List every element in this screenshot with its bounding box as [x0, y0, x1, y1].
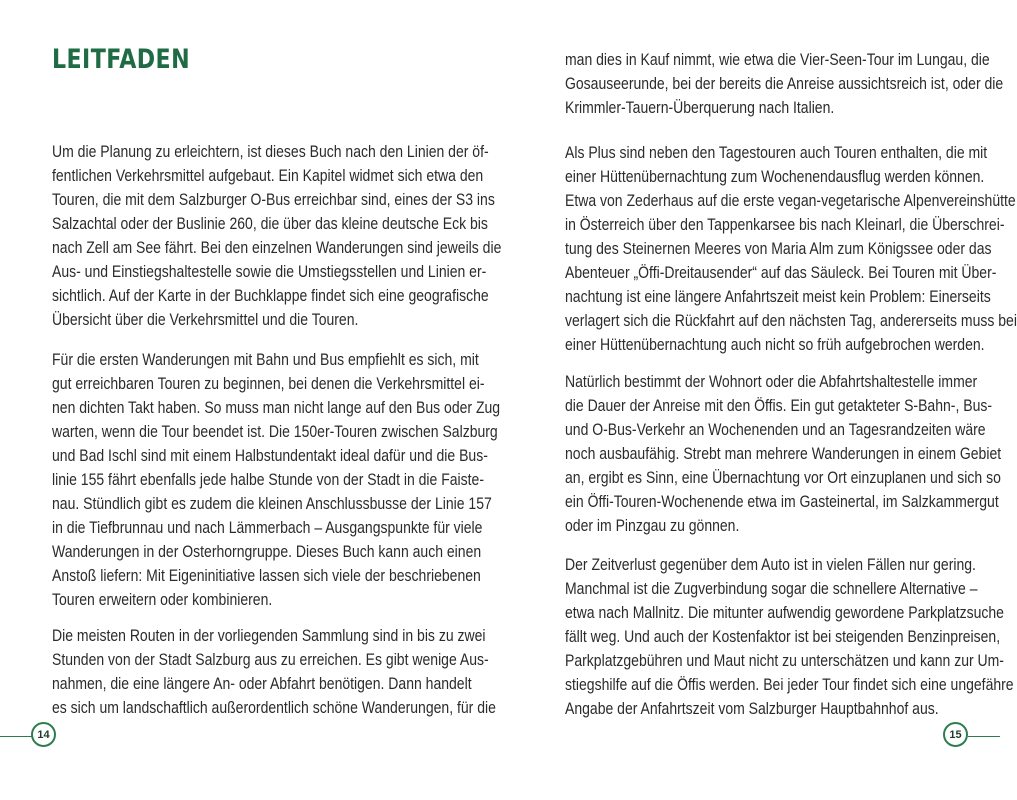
text-line: stiegshilfe auf die Öffis werden. Bei jeder Tour findet sich eine ungefähre	[565, 676, 1014, 694]
chapter-title: LEITFADEN	[52, 44, 191, 75]
text-line: Gosauseerunde, bei der bereits die Anreise aussichtsreich ist, oder die	[565, 75, 1004, 93]
folio-rule	[0, 736, 32, 737]
text-line: es sich um landschaftlich außerordentlich schöne Wanderungen, für die	[52, 699, 496, 717]
text-line: Für die ersten Wanderungen mit Bahn und Bus empfiehlt es sich, mit	[52, 351, 479, 369]
text-line: ein Öffi-Touren-Wochenende etwa im Gasteinertal, im Salzkammergut	[565, 493, 999, 511]
text-line: Die meisten Routen in der vorliegenden Sammlung sind in bis zu zwei	[52, 627, 486, 645]
text-line: fentlichen Verkehrsmittel aufgebaut. Ein Kapitel widmet sich etwa den	[52, 167, 484, 185]
text-line: noch ausbaufähig. Strebt man mehrere Wanderungen in einem Gebiet	[565, 445, 1002, 463]
text-line: nach Zell am See fährt. Bei den einzelnen Wanderungen sind jeweils die	[52, 239, 502, 257]
text-line: gut erreichbaren Touren zu beginnen, bei denen die Verkehrsmittel ei-	[52, 375, 485, 393]
text-line: in Österreich über den Tappenkarsee bis nach Kleinarl, die Überschrei-	[565, 216, 1005, 234]
text-line: Natürlich bestimmt der Wohnort oder die Abfahrtshaltestelle immer	[565, 373, 978, 391]
text-line: etwa nach Mallnitz. Die mitunter aufwendig gewordene Parkplatzsuche	[565, 604, 1004, 622]
left-page	[0, 0, 500, 800]
text-line: Etwa von Zederhaus auf die erste vegan-vegetarische Alpenvereinshütte	[565, 192, 1016, 210]
paragraph	[565, 141, 1017, 357]
text-line: Angabe der Anfahrtszeit vom Salzburger Hauptbahnhof aus.	[565, 700, 939, 718]
text-line: sichtlich. Auf der Karte in der Buchklappe findet sich eine geografische	[52, 287, 489, 305]
right-page	[500, 0, 1017, 800]
text-line: Abenteuer „Öffi-Dreitausender“ auf das Säuleck. Bei Touren mit Über-	[565, 264, 997, 282]
text-line: Als Plus sind neben den Tagestouren auch Touren enthalten, die mit	[565, 144, 988, 162]
page-number-right: 15	[943, 722, 968, 747]
text-line: Stunden von der Stadt Salzburg aus zu erreichen. Es gibt wenige Aus-	[52, 651, 489, 669]
text-line: an, ergibt es Sinn, eine Übernachtung vor Ort einzuplanen und sich so	[565, 469, 1001, 487]
paragraph	[565, 370, 1002, 538]
text-line: Parkplatzgebühren und Maut nicht zu unterschätzen und kann zur Um-	[565, 652, 1004, 670]
text-line: Der Zeitverlust gegenüber dem Auto ist in vielen Fällen nur gering.	[565, 556, 976, 574]
text-line: nachtung ist eine längere Anfahrtszeit meist kein Problem: Einerseits	[565, 288, 991, 306]
text-line: Krimmler-Tauern-Überquerung nach Italien.	[565, 99, 835, 117]
folio-rule	[968, 736, 1000, 737]
text-line: warten, wenn die Tour beendet ist. Die 150er-Touren zwischen Salzburg	[52, 423, 498, 441]
text-line: einer Hüttenübernachtung auch nicht so früh aufgebrochen werden.	[565, 336, 985, 354]
text-line: Aus- und Einstiegshaltestelle sowie die Umstiegsstellen und Linien er-	[52, 263, 487, 281]
paragraph	[52, 348, 501, 612]
text-line: Touren, die mit dem Salzburger O-Bus erreichbar sind, eines der S3 ins	[52, 191, 495, 209]
text-line: und O-Bus-Verkehr an Wochenenden und an Tagesrandzeiten wäre	[565, 421, 986, 439]
paragraph	[52, 624, 496, 720]
text-line: Salzachtal oder der Buslinie 260, die über das kleine deutsche Eck bis	[52, 215, 488, 233]
paragraph	[565, 553, 1014, 721]
text-line: einer Hüttenübernachtung zum Wochenendausflug werden können.	[565, 168, 985, 186]
text-line: nahmen, die eine längere An- oder Abfahrt benötigen. Dann handelt	[52, 675, 472, 693]
text-line: Touren erweitern oder kombinieren.	[52, 591, 273, 609]
text-line: oder im Pinzgau zu gönnen.	[565, 517, 740, 535]
text-line: Wanderungen in der Osterhorngruppe. Dieses Buch kann auch einen	[52, 543, 482, 561]
text-line: Übersicht über die Verkehrsmittel und die Touren.	[52, 311, 359, 329]
text-line: die Dauer der Anreise mit den Öffis. Ein gut getakteter S-Bahn-, Bus-	[565, 397, 993, 415]
text-line: nau. Stündlich gibt es zudem die kleinen Anschlussbusse der Linie 157	[52, 495, 492, 513]
text-line: Manchmal ist die Zugverbindung sogar die schnellere Alternative –	[565, 580, 978, 598]
text-line: nen dichten Takt haben. So muss man nicht lange auf den Bus oder Zug	[52, 399, 501, 417]
text-line: in die Tiefbrunnau und nach Lämmerbach – Ausgangspunkte für viele	[52, 519, 483, 537]
text-line: tung des Steinernen Meeres von Maria Alm zum Königssee oder das	[565, 240, 992, 258]
text-line: linie 155 fährt ebenfalls jede halbe Stunde von der Stadt in die Faiste-	[52, 471, 485, 489]
paragraph	[565, 48, 1004, 120]
text-line: fällt weg. Und auch der Kostenfaktor ist bei steigenden Benzinpreisen,	[565, 628, 1001, 646]
text-line: man dies in Kauf nimmt, wie etwa die Vier-Seen-Tour im Lungau, die	[565, 51, 990, 69]
page-number-left: 14	[31, 722, 56, 747]
text-line: Um die Planung zu erleichtern, ist dieses Buch nach den Linien der öf-	[52, 143, 489, 161]
paragraph	[52, 140, 502, 332]
text-line: und Bad Ischl sind mit einem Halbstundentakt ideal dafür und die Bus-	[52, 447, 488, 465]
text-line: verlagert sich die Rückfahrt auf den nächsten Tag, andererseits muss bei	[565, 312, 1017, 330]
text-line: Anstoß liefern: Mit Eigeninitiative lassen sich viele der beschriebenen	[52, 567, 481, 585]
